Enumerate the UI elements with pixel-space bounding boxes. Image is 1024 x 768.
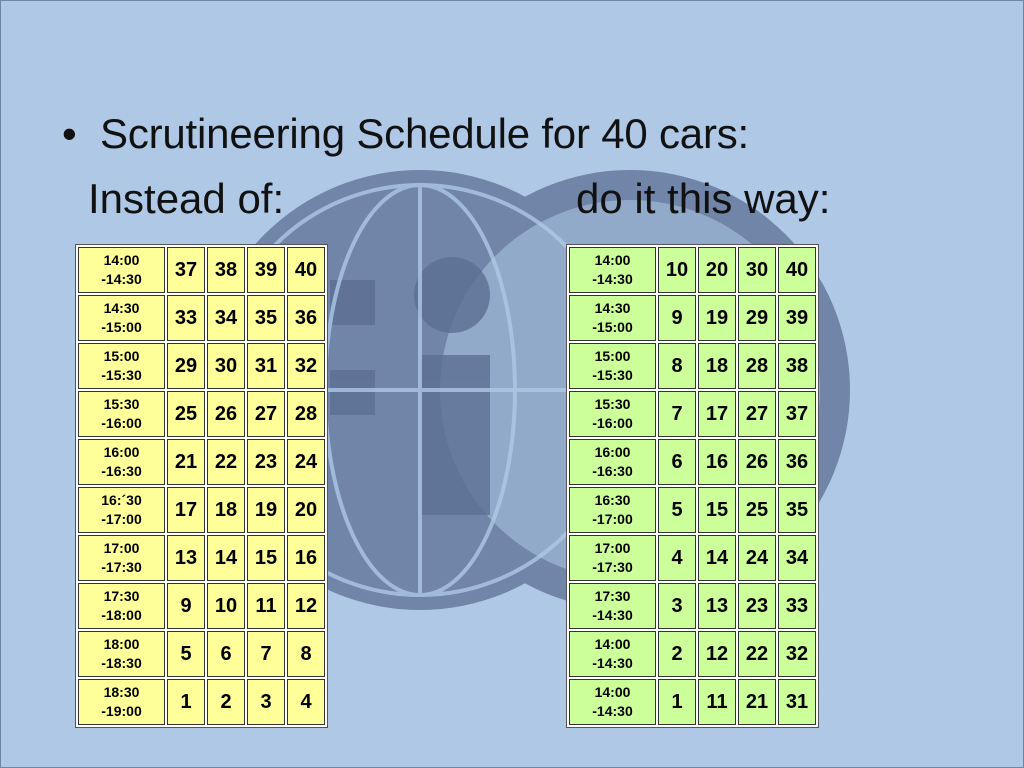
car-number-cell: 25	[167, 391, 205, 437]
time-end: -14:30	[592, 271, 633, 287]
car-number-cell: 27	[738, 391, 776, 437]
car-number-cell: 32	[287, 343, 325, 389]
table-row	[78, 535, 325, 581]
car-number-cell: 13	[698, 583, 736, 629]
time-start: 16:00	[103, 444, 140, 460]
time-start: 14:30	[103, 300, 140, 316]
car-number-cell: 36	[778, 439, 816, 485]
time-start: 17:30	[594, 588, 631, 604]
car-number-cell: 12	[698, 631, 736, 677]
time-slot-cell	[569, 487, 656, 533]
left-heading: Instead of:	[88, 175, 285, 222]
time-slot-cell	[569, 391, 656, 437]
car-number-cell: 2	[207, 679, 245, 725]
table-row	[78, 487, 325, 533]
time-end: -14:30	[101, 271, 142, 287]
time-start: 15:00	[594, 348, 631, 364]
time-start: 16:30	[594, 492, 631, 508]
time-end: -16:30	[101, 463, 142, 479]
time-end: -16:00	[101, 415, 142, 431]
car-number-cell: 23	[738, 583, 776, 629]
car-number-cell: 18	[698, 343, 736, 389]
time-start: 18:00	[103, 636, 140, 652]
table-row	[569, 439, 816, 485]
table-row	[78, 391, 325, 437]
table-row	[569, 679, 816, 725]
time-slot-cell	[78, 439, 165, 485]
car-number-cell: 12	[287, 583, 325, 629]
car-number-cell: 30	[738, 247, 776, 293]
car-number-cell: 13	[167, 535, 205, 581]
time-start: 15:30	[103, 396, 140, 412]
time-slot-cell	[569, 583, 656, 629]
time-end: -17:00	[592, 511, 633, 527]
car-number-cell: 4	[658, 535, 696, 581]
table-row	[569, 535, 816, 581]
time-slot-cell	[78, 583, 165, 629]
car-number-cell: 6	[207, 631, 245, 677]
car-number-cell: 11	[698, 679, 736, 725]
time-start: 14:00	[594, 252, 631, 268]
car-number-cell: 31	[778, 679, 816, 725]
car-number-cell: 24	[738, 535, 776, 581]
car-number-cell: 3	[247, 679, 285, 725]
car-number-cell: 28	[287, 391, 325, 437]
car-number-cell: 1	[658, 679, 696, 725]
time-end: -14:30	[592, 607, 633, 623]
table-row	[78, 247, 325, 293]
car-number-cell: 17	[698, 391, 736, 437]
bullet-text: Scrutineering Schedule for 40 cars:	[100, 110, 750, 157]
car-number-cell: 33	[778, 583, 816, 629]
car-number-cell: 35	[247, 295, 285, 341]
table-row	[78, 679, 325, 725]
car-number-cell: 9	[167, 583, 205, 629]
car-number-cell: 14	[207, 535, 245, 581]
car-number-cell: 15	[247, 535, 285, 581]
slide-bullet	[62, 110, 749, 158]
car-number-cell: 29	[167, 343, 205, 389]
car-number-cell: 21	[167, 439, 205, 485]
table-row	[569, 487, 816, 533]
table-row	[569, 391, 816, 437]
car-number-cell: 28	[738, 343, 776, 389]
car-number-cell: 39	[778, 295, 816, 341]
car-number-cell: 5	[658, 487, 696, 533]
time-start: 14:00	[594, 636, 631, 652]
left-schedule-table	[76, 245, 327, 727]
car-number-cell: 9	[658, 295, 696, 341]
car-number-cell: 8	[287, 631, 325, 677]
time-end: -18:30	[101, 655, 142, 671]
car-number-cell: 21	[738, 679, 776, 725]
car-number-cell: 10	[207, 583, 245, 629]
time-start: 17:00	[103, 540, 140, 556]
car-number-cell: 14	[698, 535, 736, 581]
time-end: -14:30	[592, 655, 633, 671]
car-number-cell: 23	[247, 439, 285, 485]
car-number-cell: 22	[207, 439, 245, 485]
table-row	[78, 295, 325, 341]
car-number-cell: 10	[658, 247, 696, 293]
car-number-cell: 35	[778, 487, 816, 533]
car-number-cell: 24	[287, 439, 325, 485]
car-number-cell: 38	[778, 343, 816, 389]
time-end: -14:30	[592, 703, 633, 719]
time-slot-cell	[78, 247, 165, 293]
car-number-cell: 5	[167, 631, 205, 677]
right-schedule-table	[567, 245, 818, 727]
table-row	[78, 439, 325, 485]
time-end: -19:00	[101, 703, 142, 719]
time-end: -15:30	[592, 367, 633, 383]
time-slot-cell	[78, 679, 165, 725]
time-end: -16:30	[592, 463, 633, 479]
table-row	[78, 631, 325, 677]
car-number-cell: 1	[167, 679, 205, 725]
time-start: 18:30	[103, 684, 140, 700]
time-slot-cell	[78, 295, 165, 341]
car-number-cell: 16	[287, 535, 325, 581]
time-end: -16:00	[592, 415, 633, 431]
car-number-cell: 15	[698, 487, 736, 533]
car-number-cell: 31	[247, 343, 285, 389]
table-row	[569, 631, 816, 677]
car-number-cell: 32	[778, 631, 816, 677]
car-number-cell: 3	[658, 583, 696, 629]
time-start: 17:30	[103, 588, 140, 604]
car-number-cell: 39	[247, 247, 285, 293]
car-number-cell: 38	[207, 247, 245, 293]
car-number-cell: 40	[778, 247, 816, 293]
car-number-cell: 29	[738, 295, 776, 341]
table-row	[78, 343, 325, 389]
car-number-cell: 7	[658, 391, 696, 437]
car-number-cell: 37	[167, 247, 205, 293]
time-start: 16:00	[594, 444, 631, 460]
car-number-cell: 7	[247, 631, 285, 677]
car-number-cell: 20	[698, 247, 736, 293]
time-end: -17:30	[592, 559, 633, 575]
time-slot-cell	[78, 391, 165, 437]
time-slot-cell	[569, 295, 656, 341]
table-row	[569, 583, 816, 629]
car-number-cell: 33	[167, 295, 205, 341]
table-row	[569, 247, 816, 293]
time-slot-cell	[569, 679, 656, 725]
car-number-cell: 34	[778, 535, 816, 581]
car-number-cell: 2	[658, 631, 696, 677]
time-slot-cell	[569, 439, 656, 485]
car-number-cell: 16	[698, 439, 736, 485]
car-number-cell: 26	[738, 439, 776, 485]
car-number-cell: 25	[738, 487, 776, 533]
time-start: 14:00	[103, 252, 140, 268]
time-end: -17:30	[101, 559, 142, 575]
time-slot-cell	[78, 343, 165, 389]
time-end: -15:00	[101, 319, 142, 335]
bullet-icon: •	[62, 110, 77, 157]
car-number-cell: 36	[287, 295, 325, 341]
car-number-cell: 22	[738, 631, 776, 677]
car-number-cell: 26	[207, 391, 245, 437]
table-row	[78, 583, 325, 629]
car-number-cell: 8	[658, 343, 696, 389]
time-end: -18:00	[101, 607, 142, 623]
car-number-cell: 30	[207, 343, 245, 389]
table-row	[569, 295, 816, 341]
time-end: -15:00	[592, 319, 633, 335]
time-start: 14:30	[594, 300, 631, 316]
car-number-cell: 37	[778, 391, 816, 437]
car-number-cell: 4	[287, 679, 325, 725]
time-slot-cell	[78, 631, 165, 677]
time-end: -17:00	[101, 511, 142, 527]
time-slot-cell	[569, 631, 656, 677]
car-number-cell: 19	[247, 487, 285, 533]
car-number-cell: 18	[207, 487, 245, 533]
right-heading: do it this way:	[576, 175, 831, 222]
time-slot-cell	[78, 535, 165, 581]
table-row	[569, 343, 816, 389]
time-slot-cell	[569, 535, 656, 581]
time-end: -15:30	[101, 367, 142, 383]
time-slot-cell	[569, 247, 656, 293]
time-start: 15:30	[594, 396, 631, 412]
time-start: 14:00	[594, 684, 631, 700]
time-slot-cell	[78, 487, 165, 533]
car-number-cell: 34	[207, 295, 245, 341]
car-number-cell: 11	[247, 583, 285, 629]
time-start: 17:00	[594, 540, 631, 556]
car-number-cell: 27	[247, 391, 285, 437]
car-number-cell: 40	[287, 247, 325, 293]
car-number-cell: 19	[698, 295, 736, 341]
car-number-cell: 17	[167, 487, 205, 533]
time-start: 16:´30	[101, 492, 142, 508]
car-number-cell: 6	[658, 439, 696, 485]
car-number-cell: 20	[287, 487, 325, 533]
time-start: 15:00	[103, 348, 140, 364]
time-slot-cell	[569, 343, 656, 389]
